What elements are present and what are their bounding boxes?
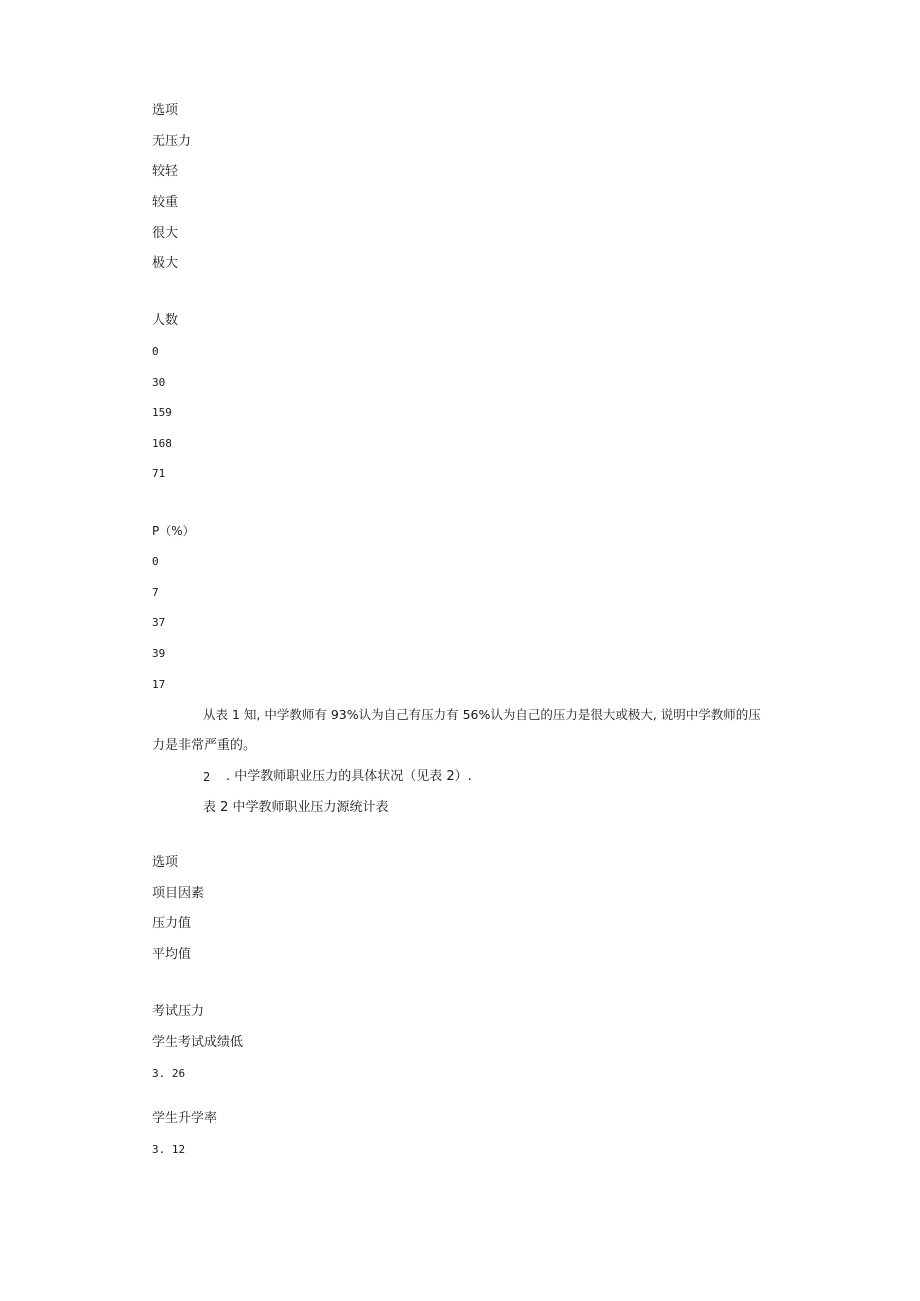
table2-header: 平均值 (152, 947, 192, 962)
table1-option-cell: 极大 (152, 256, 179, 271)
table2-category: 考试压力 (152, 1004, 205, 1019)
table1-percent-cell: 37 (152, 616, 166, 629)
table1-percent-cell: 7 (152, 586, 159, 599)
table2-item-name: 学生升学率 (152, 1111, 218, 1126)
table1-option-cell: 无压力 (152, 134, 192, 149)
table1-count-cell: 168 (152, 437, 172, 450)
table1-count-cell: 71 (152, 467, 166, 480)
table1-option-header: 选项 (152, 103, 179, 118)
table2-item-value: 3. 26 (152, 1067, 186, 1080)
table2-caption: 表 2 中学教师职业压力源统计表 (203, 800, 389, 815)
table1-count-cell: 30 (152, 376, 166, 389)
table2-header: 选项 (152, 855, 179, 870)
table1-percent-cell: 17 (152, 678, 166, 691)
section-title: . 中学教师职业压力的具体状况（见表 2）. (226, 769, 472, 784)
table1-count-cell: 0 (152, 345, 159, 358)
table1-count-header: 人数 (152, 313, 179, 328)
table1-percent-cell: 0 (152, 555, 159, 568)
paragraph-line-2: 力是非常严重的。 (152, 738, 257, 753)
table1-option-cell: 较重 (152, 195, 179, 210)
table1-percent-header: P（%） (152, 524, 195, 538)
table1-option-cell: 较轻 (152, 164, 179, 179)
table1-percent-cell: 39 (152, 647, 166, 660)
section-number: 2 (203, 770, 211, 784)
table2-header: 压力值 (152, 916, 192, 931)
table2-header: 项目因素 (152, 886, 205, 901)
table2-item-name: 学生考试成绩低 (152, 1035, 244, 1050)
table2-item-value: 3. 12 (152, 1143, 186, 1156)
paragraph-line-1: 从表 1 知, 中学教师有 93%认为自己有压力有 56%认为自己的压力是很大或极大, 说明中学教师的压 (203, 707, 761, 722)
table1-count-cell: 159 (152, 406, 172, 419)
table1-option-cell: 很大 (152, 226, 179, 241)
